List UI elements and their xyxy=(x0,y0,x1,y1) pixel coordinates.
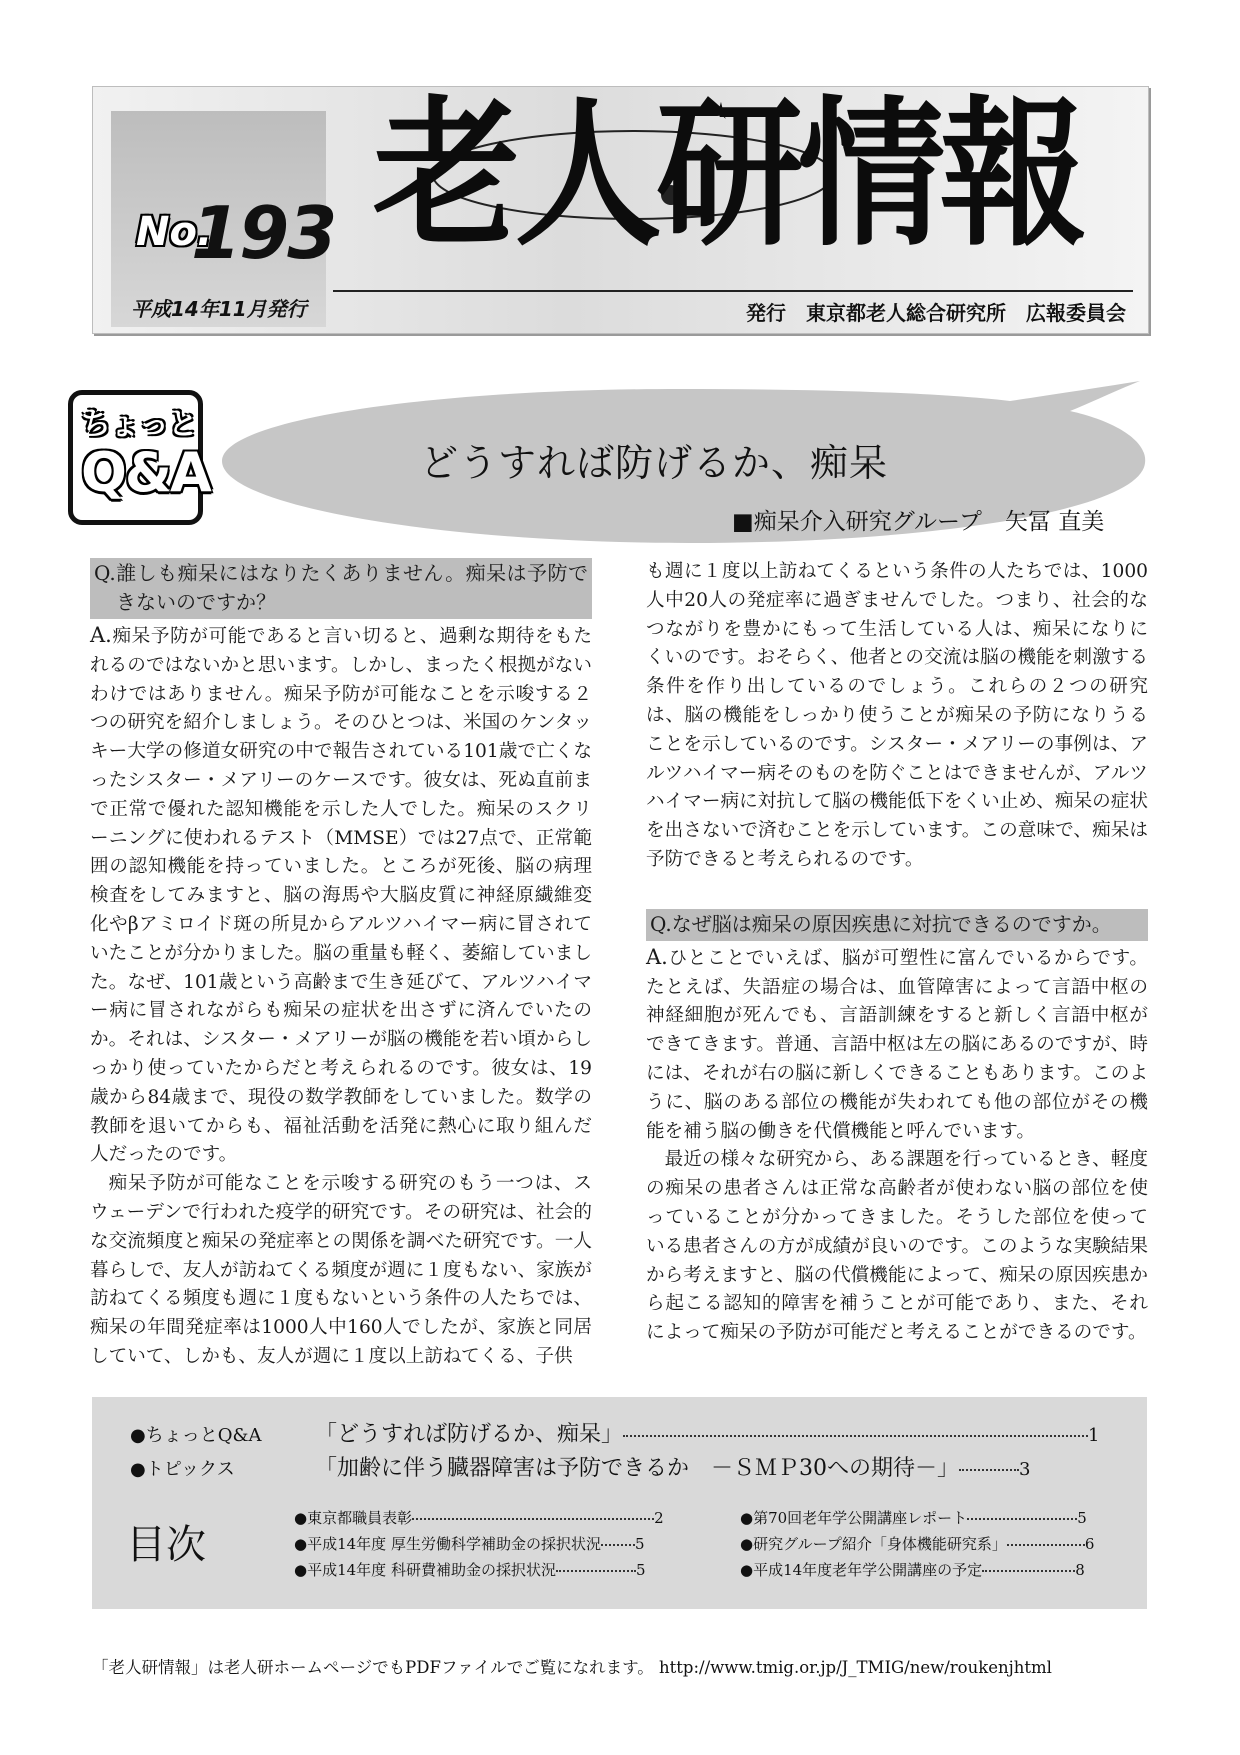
answer-2-text: ひとことでいえば、脳が可塑性に富んでいるからです。たとえば、失語症の場合は、血管障害によって言語中枢の神経細胞が死んでも、言語訓練をすると新しく言語中枢ができてきます。普通、言語中枢は左の脳にあるのですが、時には、それが右の脳に新しくできることもあります。このように、脳のある部位の機能が失われても他の部位がその機能を補う脳の働きを代償機能と呼んでいます。 xyxy=(646,947,1148,1142)
toc-main-item[interactable] xyxy=(130,1451,1030,1482)
toc-leader xyxy=(959,1469,1019,1471)
toc-sub-item[interactable] xyxy=(740,1559,1085,1580)
toc-sub-item[interactable] xyxy=(294,1559,646,1580)
newsletter-title: 老人研情報 xyxy=(373,81,1082,268)
question-1 xyxy=(90,558,592,619)
toc-main-label: ●トピックス xyxy=(130,1459,235,1480)
toc-sub-item[interactable] xyxy=(740,1533,1094,1554)
toc-sub-page: 5 xyxy=(1077,1509,1087,1527)
left-column xyxy=(90,558,592,1372)
answer-1-continued: も週に１度以上訪ねてくるという条件の人たちでは、1000人中20人の発症率に過ぎませんでした。つまり、社会的なつながりを豊かにもって生活している人は、痴呆になりにくいのです。おそらく、他者との交流は脳の機能を刺激する条件を作り出しているのでしょう。これらの２つの研究は、脳の機能をしっかり使うことが痴呆の予防になりうることを示しているのです。シスター・メアリーの事例は、アルツハイマー病そのものを防ぐことはできませんが、アルツハイマー病に対抗して脳の機能低下をくい止め、痴呆の症状を出さないで済むことを示しています。この意味で、痴呆は予防できると考えられるのです。 xyxy=(646,561,1148,870)
toc-leader xyxy=(982,1570,1075,1572)
qa-badge xyxy=(68,390,210,525)
toc-sub-item[interactable] xyxy=(740,1507,1087,1528)
toc-leader xyxy=(1007,1544,1085,1546)
answer-1-paragraph xyxy=(90,621,592,1170)
toc-sub-title: ●研究グループ紹介「身体機能研究系」 xyxy=(740,1535,1007,1553)
toc-sub-page: 6 xyxy=(1084,1535,1095,1553)
toc-main-title: 「加齢に伴う臓器障害は予防できるか －ＳＭＰ30への期待－」 xyxy=(315,1456,959,1481)
toc-leader xyxy=(556,1570,636,1572)
toc-main-page: 3 xyxy=(1019,1459,1031,1480)
toc-sub-title: ●東京都職員表彰 xyxy=(294,1509,413,1527)
toc-leader xyxy=(623,1435,1088,1437)
toc-sub-page: 5 xyxy=(634,1535,645,1553)
toc-sub-item[interactable] xyxy=(294,1507,664,1528)
masthead-rule xyxy=(333,290,1133,292)
article-byline: ■痴呆介入研究グループ 矢冨 直美 xyxy=(732,509,1105,535)
toc-sub-item[interactable] xyxy=(294,1533,645,1554)
toc-leader xyxy=(601,1544,635,1546)
answer-1-paragraph-2: 痴呆予防が可能なことを示唆する研究のもう一つは、スウェーデンで行われた疫学的研究です。その研究は、社会的な交流頻度と痴呆の発症率との関係を調べた研究です。一人暮らしで、友人が訪ねてくる頻度が週に１度もない、家族が訪ねてくる頻度も週に１度もないという条件の人たちでは、痴呆の年間発症率は1000人中160人でしたが、家族と同居していて、しかも、友人が週に１度以上訪ねてくる、子供 xyxy=(90,1173,592,1367)
badge-qa-text: Q&A xyxy=(81,441,210,504)
issue-no-prefix: No. xyxy=(136,209,213,255)
toc-main-page: 1 xyxy=(1088,1425,1100,1446)
answer-2-lead: A. xyxy=(646,944,668,969)
toc-main-label: ●ちょっとQ&A xyxy=(130,1425,262,1446)
toc-sub-page: 2 xyxy=(654,1509,664,1527)
masthead xyxy=(92,81,1149,334)
question-2-text: Q.なぜ脳は痴呆の原因疾患に対抗できるのですか。 xyxy=(650,911,1112,936)
toc-main-item[interactable] xyxy=(130,1417,1099,1448)
toc-sub-title: ●平成14年度老年学公開講座の予定 xyxy=(740,1561,983,1579)
table-of-contents xyxy=(92,1397,1147,1609)
answer-2-paragraph-2: 最近の様々な研究から、ある課題を行っているとき、軽度の痴呆の患者さんは正常な高齢者が使わない脳の部位を使っていることが分かってきました。そうした部位を使っている患者さんの方が成績が良いのです。このような実験結果から考えますと、脳の代償機能によって、痴呆の原因疾患から起こる認知的障害を補うことが可能であり、また、それによって痴呆の予防が可能だと考えることができるのです。 xyxy=(646,1149,1148,1344)
toc-heading: 目次 xyxy=(126,1522,206,1568)
toc-sub-page: 5 xyxy=(635,1561,646,1579)
toc-sub-title: ●平成14年度 厚生労働科学補助金の採択状況 xyxy=(294,1535,601,1553)
toc-sub-title: ●第70回老年学公開講座レポート xyxy=(740,1509,968,1527)
answer-2-paragraph xyxy=(646,943,1148,1147)
publisher-line: 発行 東京都老人総合研究所 広報委員会 xyxy=(746,301,1126,325)
toc-leader xyxy=(412,1518,654,1520)
right-column xyxy=(646,558,1148,1348)
toc-sub-page: 8 xyxy=(1075,1561,1085,1579)
toc-leader xyxy=(967,1518,1077,1520)
footer-note: 「老人研情報」は老人研ホームページでもPDFファイルでご覧になれます。 http://www.tmig.or.jp/J_TMIG/new/roukenjhtml xyxy=(92,1658,1052,1677)
question-1-text: Q.誰しも痴呆にはなりたくありません。痴呆は予防できないのですか？ xyxy=(94,561,588,614)
toc-sub-title: ●平成14年度 科研費補助金の採択状況 xyxy=(294,1561,556,1579)
answer-1-text: 痴呆予防が可能であると言い切ると、過剰な期待をもたれるのではないかと思います。しかし、まったく根拠がないわけではありません。痴呆予防が可能なことを示唆する２つの研究を紹介しましょう。そのひとつは、米国のケンタッキー大学の修道女研究の中で報告されている101歳で亡くなったシスター・メアリーのケースです。彼女は、死ぬ直前まで正常で優れた認知機能を示した人でした。痴呆のスクリーニングに使われるテスト（MMSE）では27点で、正常範囲の認知機能を持っていました。ところが死後、脳の病理検査をしてみますと、脳の海馬や大脳皮質に神経原繊維変化やβアミロイド斑の所見からアルツハイマー病に冒されていたことが分かりました。脳の重量も軽く、萎縮していました。なぜ、101歳という高齢まで生き延びて、アルツハイマー病に冒されながらも痴呆の症状を出さずに済んでいたのか。それは、シスター・メアリーが脳の機能を若い頃からしっかり使っていたからだと考えられるのです。彼女は、19歳から84歳まで、現役の数学教師をしていました。数学の教師を退いてからも、福祉活動を活発に熱心に取り組んだ人だったのです。 xyxy=(90,626,592,1166)
article-headline: どうすれば防げるか、痴呆 xyxy=(420,441,889,485)
question-2 xyxy=(646,909,1148,941)
answer-1-lead: A. xyxy=(90,623,112,647)
toc-main-title: 「どうすれば防げるか、痴呆」 xyxy=(315,1422,624,1447)
issue-number: 193 xyxy=(191,191,336,275)
issue-date: 平成14年11月発行 xyxy=(131,297,307,321)
badge-top-text: ちょっと xyxy=(81,407,197,442)
column-gap xyxy=(646,875,1148,909)
